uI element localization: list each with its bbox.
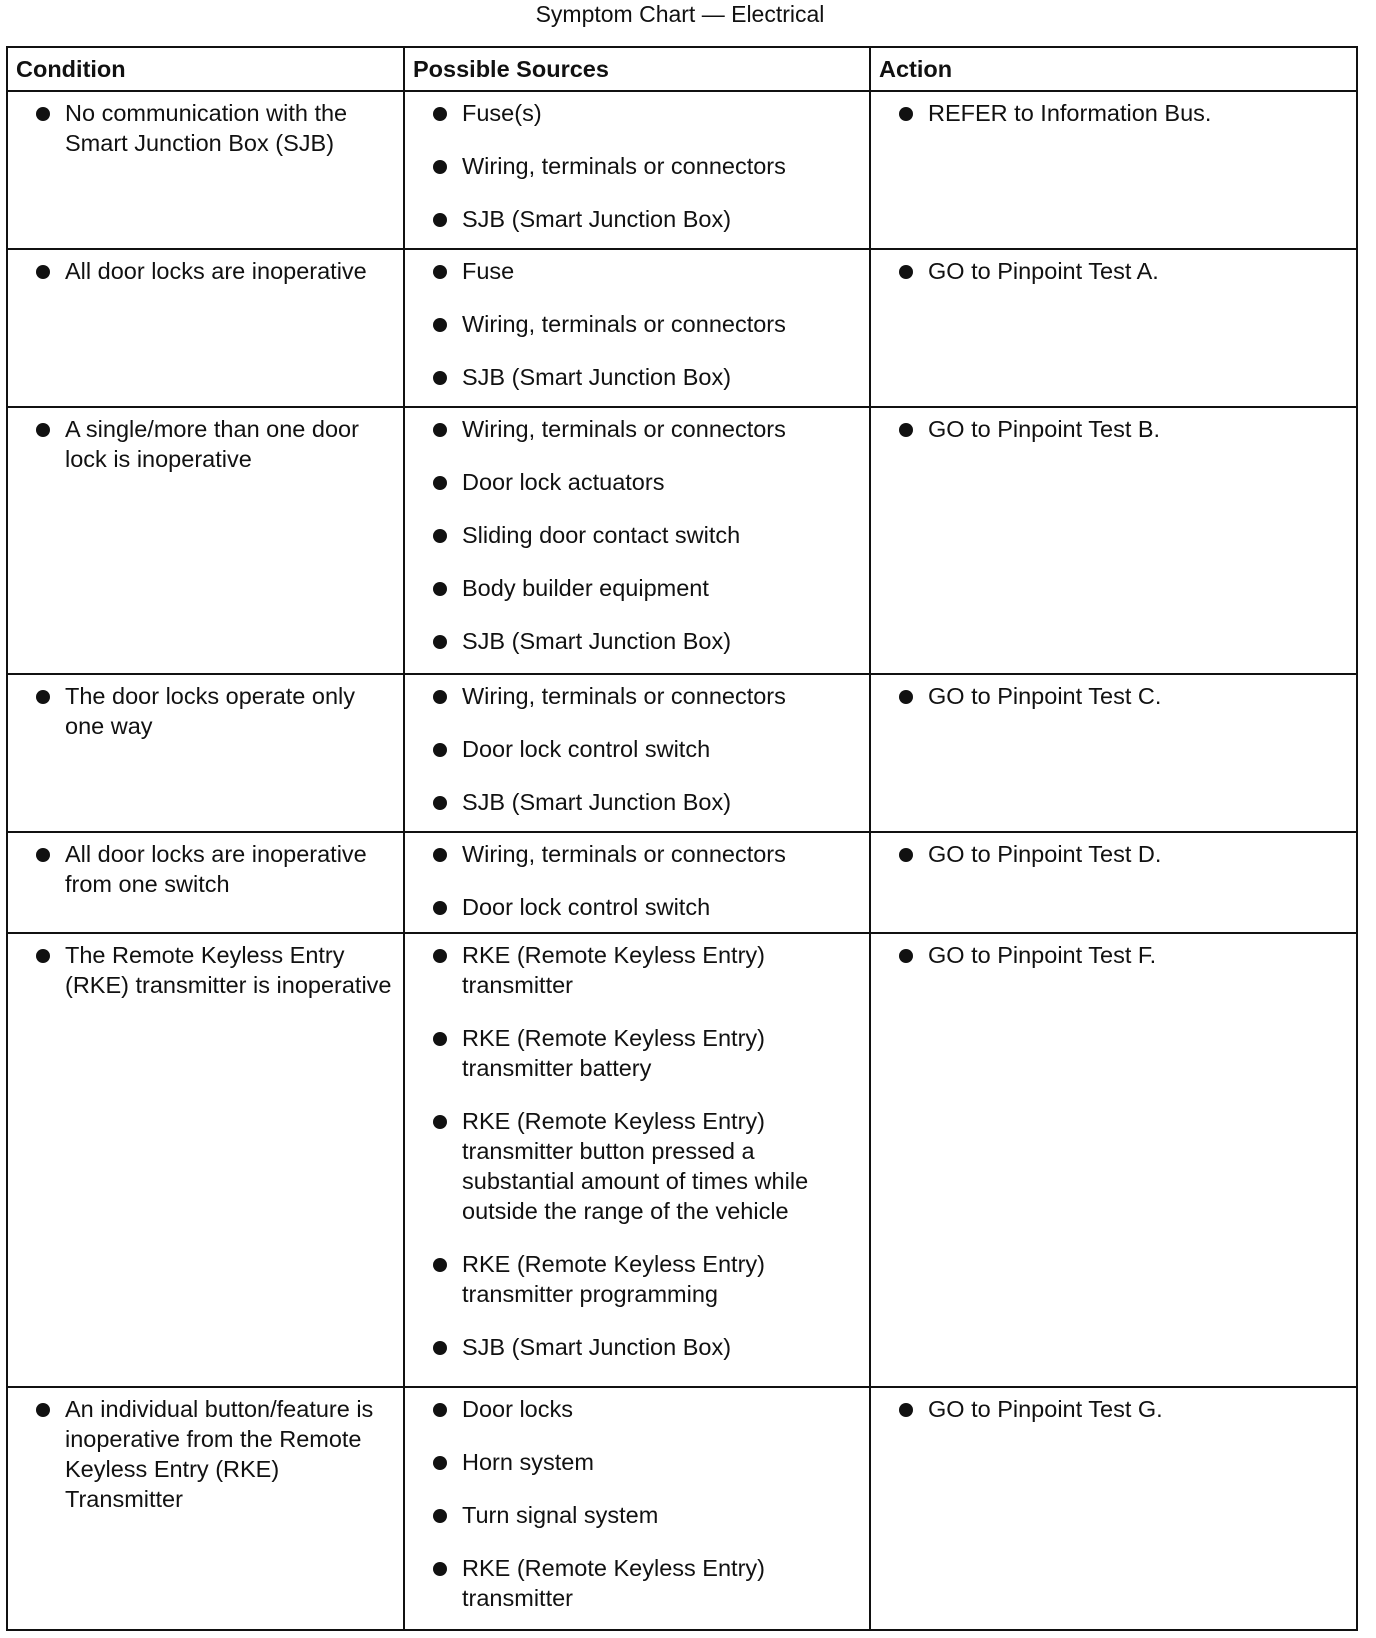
list-item [413, 1249, 861, 1309]
bullet-icon [36, 949, 50, 963]
bullet-icon [899, 107, 913, 121]
action-text: GO to Pinpoint Test B. [928, 415, 1161, 442]
source-text: SJB (Smart Junction Box) [462, 1333, 732, 1360]
condition-cell [7, 933, 404, 1387]
sources-cell [404, 933, 870, 1387]
list-item [879, 940, 1348, 970]
list-item [16, 98, 395, 158]
sources-cell [404, 407, 870, 675]
list-item [413, 362, 861, 392]
table-row [7, 933, 1357, 1387]
list-item [413, 940, 861, 1000]
list-item [413, 1553, 861, 1613]
source-text: RKE (Remote Keyless Entry) transmitter button pressed a substantial amount of times while outside the range of the vehicle [462, 1107, 809, 1224]
action-cell [870, 1387, 1357, 1630]
action-text: GO to Pinpoint Test D. [928, 840, 1162, 867]
action-text: GO to Pinpoint Test G. [928, 1396, 1163, 1423]
condition-text: All door locks are inoperative [65, 258, 367, 285]
bullet-icon [433, 1509, 447, 1523]
condition-list [16, 839, 395, 899]
list-item [413, 839, 861, 869]
condition-cell [7, 832, 404, 933]
condition-list [16, 940, 395, 1000]
list-item [413, 1023, 861, 1083]
source-list [413, 1394, 861, 1613]
table-row [7, 832, 1357, 933]
condition-list [16, 98, 395, 158]
action-cell [870, 674, 1357, 831]
bullet-icon [899, 690, 913, 704]
bullet-icon [433, 1456, 447, 1470]
bullet-icon [36, 690, 50, 704]
source-text: Door lock control switch [462, 893, 711, 920]
list-item [16, 681, 395, 741]
bullet-icon [433, 1032, 447, 1046]
list-item [413, 309, 861, 339]
bullet-icon [433, 318, 447, 332]
condition-list [16, 414, 395, 474]
bullet-icon [433, 423, 447, 437]
condition-text: A single/more than one door lock is inoperative [65, 415, 359, 472]
list-item [879, 256, 1348, 286]
source-text: Wiring, terminals or connectors [462, 840, 786, 867]
header-condition: Condition [7, 47, 404, 91]
bullet-icon [433, 213, 447, 227]
list-item [413, 98, 861, 128]
bullet-icon [36, 265, 50, 279]
source-text: SJB (Smart Junction Box) [462, 364, 732, 391]
list-item [16, 256, 395, 286]
header-possible-sources: Possible Sources [404, 47, 870, 91]
list-item [16, 1394, 395, 1514]
bullet-icon [899, 1403, 913, 1417]
condition-list [16, 681, 395, 741]
condition-list [16, 256, 395, 286]
condition-cell [7, 249, 404, 406]
bullet-icon [433, 265, 447, 279]
condition-cell [7, 91, 404, 249]
table-row [7, 1387, 1357, 1630]
list-item [413, 1394, 861, 1424]
bullet-icon [433, 949, 447, 963]
list-item [879, 414, 1348, 444]
action-cell [870, 249, 1357, 406]
bullet-icon [433, 796, 447, 810]
list-item [413, 1500, 861, 1530]
bullet-icon [433, 1115, 447, 1129]
bullet-icon [433, 529, 447, 543]
bullet-icon [899, 848, 913, 862]
source-text: Wiring, terminals or connectors [462, 415, 786, 442]
bullet-icon [433, 743, 447, 757]
bullet-icon [433, 160, 447, 174]
source-text: Door lock actuators [462, 468, 665, 495]
action-list [879, 839, 1348, 869]
source-text: Body builder equipment [462, 574, 709, 601]
bullet-icon [36, 107, 50, 121]
source-text: SJB (Smart Junction Box) [462, 789, 732, 816]
source-text: Wiring, terminals or connectors [462, 683, 786, 710]
source-list [413, 98, 861, 234]
bullet-icon [899, 265, 913, 279]
list-item [879, 681, 1348, 711]
list-item [413, 1332, 861, 1362]
table-row [7, 91, 1357, 249]
bullet-icon [433, 476, 447, 490]
source-text: RKE (Remote Keyless Entry) transmitter programming [462, 1250, 765, 1307]
source-text: Fuse [462, 258, 515, 285]
bullet-icon [433, 371, 447, 385]
action-text: REFER to Information Bus. [928, 100, 1212, 126]
list-item [413, 681, 861, 711]
source-text: Sliding door contact switch [462, 521, 741, 548]
bullet-icon [36, 1403, 50, 1417]
list-item [16, 839, 395, 899]
sources-cell [404, 832, 870, 933]
source-list [413, 414, 861, 656]
condition-text: An individual button/feature is inoperative from the Remote Keyless Entry (RKE) Transmitter [65, 1396, 374, 1513]
bullet-icon [433, 1258, 447, 1272]
list-item [413, 1447, 861, 1477]
symptom-table [6, 46, 1358, 1631]
list-item [413, 787, 861, 817]
list-item [413, 204, 861, 234]
source-list [413, 681, 861, 817]
list-item [413, 626, 861, 656]
list-item [16, 414, 395, 474]
source-text: Horn system [462, 1449, 594, 1476]
condition-cell [7, 674, 404, 831]
list-item [413, 467, 861, 497]
action-list [879, 940, 1348, 970]
list-item [879, 98, 1348, 128]
table-row [7, 407, 1357, 675]
sources-cell [404, 91, 870, 249]
action-cell [870, 933, 1357, 1387]
list-item [879, 1394, 1348, 1424]
table-row [7, 249, 1357, 406]
action-text: GO to Pinpoint Test A. [928, 258, 1159, 285]
list-item [16, 940, 395, 1000]
bullet-icon [433, 1341, 447, 1355]
list-item [413, 573, 861, 603]
source-list [413, 940, 861, 1362]
source-text: Wiring, terminals or connectors [462, 153, 786, 179]
action-list [879, 1394, 1348, 1424]
header-row [7, 47, 1357, 91]
bullet-icon [433, 582, 447, 596]
source-list [413, 256, 861, 392]
bullet-icon [899, 423, 913, 437]
source-text: RKE (Remote Keyless Entry) transmitter battery [462, 1024, 765, 1081]
action-cell [870, 832, 1357, 933]
sources-cell [404, 1387, 870, 1630]
source-text: RKE (Remote Keyless Entry) transmitter [462, 1555, 765, 1612]
action-cell [870, 91, 1357, 249]
bullet-icon [433, 1403, 447, 1417]
action-text: GO to Pinpoint Test C. [928, 683, 1162, 710]
table-row [7, 674, 1357, 831]
bullet-icon [433, 1562, 447, 1576]
chart-title: Symptom Chart — Electrical [535, 1, 825, 27]
condition-list [16, 1394, 395, 1514]
sources-cell [404, 674, 870, 831]
action-list [879, 98, 1348, 128]
action-list [879, 681, 1348, 711]
condition-text: The Remote Keyless Entry (RKE) transmitter is inoperative [65, 941, 392, 998]
source-text: Door locks [462, 1396, 574, 1423]
source-text: SJB (Smart Junction Box) [462, 206, 732, 232]
bullet-icon [433, 635, 447, 649]
source-text: Door lock control switch [462, 736, 711, 763]
action-list [879, 256, 1348, 286]
list-item [879, 839, 1348, 869]
bullet-icon [433, 901, 447, 915]
source-text: SJB (Smart Junction Box) [462, 627, 732, 654]
list-item [413, 520, 861, 550]
list-item [413, 256, 861, 286]
bullet-icon [899, 949, 913, 963]
bullet-icon [36, 423, 50, 437]
condition-cell [7, 407, 404, 675]
bullet-icon [433, 690, 447, 704]
sources-cell [404, 249, 870, 406]
header-action: Action [870, 47, 1357, 91]
bullet-icon [433, 107, 447, 121]
action-cell [870, 407, 1357, 675]
bullet-icon [36, 848, 50, 862]
source-text: Wiring, terminals or connectors [462, 311, 786, 338]
condition-cell [7, 1387, 404, 1630]
source-text: RKE (Remote Keyless Entry) transmitter [462, 941, 765, 998]
source-text: Turn signal system [462, 1502, 659, 1529]
action-list [879, 414, 1348, 444]
condition-text: The door locks operate only one way [65, 683, 355, 740]
source-text: Fuse(s) [462, 100, 542, 126]
action-text: GO to Pinpoint Test F. [928, 941, 1157, 968]
list-item [413, 1106, 861, 1226]
source-list [413, 839, 861, 922]
condition-text: All door locks are inoperative from one switch [65, 840, 367, 897]
condition-text: No communication with the Smart Junction Box (SJB) [65, 100, 348, 156]
list-item [413, 734, 861, 764]
list-item [413, 892, 861, 922]
bullet-icon [433, 848, 447, 862]
list-item [413, 414, 861, 444]
list-item [413, 151, 861, 181]
